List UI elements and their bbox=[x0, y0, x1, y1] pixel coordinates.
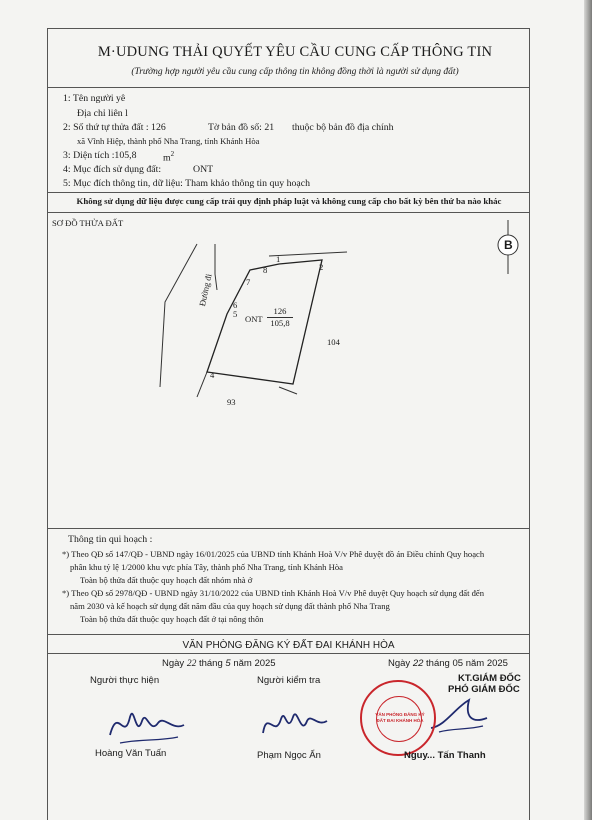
divider bbox=[47, 653, 530, 654]
issuing-office: VĂN PHÒNG ĐĂNG KÝ ĐẤT ĐAI KHÁNH HÒA bbox=[182, 640, 395, 651]
neighbor-parcel-93: 93 bbox=[227, 397, 236, 407]
planning-item-1: *) Theo QĐ số 147/QĐ - UBND ngày 16/01/2025 của UBND tỉnh Khánh Hoà V/v Phê duyệt đồ án Điều chỉnh Quy hoạch bbox=[62, 549, 485, 559]
parcel-code: ONT bbox=[245, 314, 263, 324]
date-right: Ngày 22 tháng 05 năm 2025 bbox=[388, 658, 508, 669]
role-deputy-director: PHÓ GIÁM ĐỐC bbox=[448, 684, 520, 695]
neighbor-boundary bbox=[279, 387, 297, 394]
planning-item-1-cont: phân khu tỷ lệ 1/2000 khu vực phía Tây, thành phố Nha Trang, tỉnh Khánh Hòa bbox=[70, 562, 343, 572]
parcel-area-label: 105,8 bbox=[270, 318, 290, 328]
info-purpose: 5: Mục đích thông tin, dữ liệu: Tham khảo thông tin quy hoạch bbox=[63, 178, 311, 189]
role-performer: Người thực hiện bbox=[90, 675, 160, 686]
planning-heading: Thông tin qui hoạch : bbox=[68, 534, 153, 545]
planning-item-2-cont: năm 2030 và kế hoạch sử dụng đất năm đầu của quy hoạch sử dụng đất thành phố Nha Trang bbox=[70, 601, 390, 611]
requester-address-label: Địa chỉ liên l bbox=[77, 108, 128, 119]
point-label-2: 2 bbox=[319, 262, 324, 272]
planning-item-1-result: Toàn bộ thửa đất thuộc quy hoạch đất nhóm nhà ở bbox=[80, 575, 253, 585]
date-left: Ngày 22 tháng 5 năm 2025 bbox=[162, 658, 276, 669]
seal-text: VĂN PHÒNG ĐĂNG KÝ ĐẤT ĐAI KHÁNH HÒA bbox=[375, 712, 425, 723]
parcel-area: 3: Diện tích :105,8 bbox=[63, 150, 137, 161]
road-edge-upper bbox=[215, 244, 217, 290]
point-label-1: 1 bbox=[276, 254, 281, 264]
parcel-diagram-label: SƠ ĐỒ THỬA ĐẤT bbox=[52, 218, 124, 228]
planning-item-2: *) Theo QĐ số 2978/QĐ - UBND ngày 31/10/2022 của UBND tỉnh Khánh Hoà V/v Phê duyệt Quy hoạch sử dụng đất đến bbox=[62, 588, 485, 598]
divider bbox=[47, 528, 530, 529]
cadastral-set-label: thuộc bộ bản đồ địa chính bbox=[292, 122, 394, 133]
point-label-4: 4 bbox=[210, 370, 215, 380]
parcel-diagram bbox=[47, 212, 530, 522]
requester-name-label: 1: Tên người yê bbox=[63, 93, 126, 104]
neighbor-boundary bbox=[269, 252, 347, 256]
land-use-purpose-label: 4: Mục đích sử dụng đất: bbox=[63, 164, 162, 175]
point-label-7: 7 bbox=[246, 277, 251, 287]
role-checker: Người kiểm tra bbox=[257, 675, 321, 686]
divider bbox=[47, 634, 530, 635]
north-label: B bbox=[504, 238, 513, 252]
area-unit: $m^2$ bbox=[163, 150, 175, 164]
photo-edge bbox=[584, 0, 592, 820]
name-performer: Hoàng Văn Tuấn bbox=[95, 748, 167, 759]
document-subtitle: (Trường hợp người yêu cầu cung cấp thông tin không đồng thời là người sử dụng đất) bbox=[131, 67, 459, 77]
official-seal bbox=[360, 680, 436, 756]
name-deputy-director: Nguy... Tấn Thanh bbox=[404, 750, 486, 761]
point-label-5: 5 bbox=[233, 309, 238, 319]
role-deputy-head: KT.GIÁM ĐỐC bbox=[458, 673, 521, 684]
road-label: Đường đi bbox=[197, 272, 214, 308]
parcel-number: 2: Số thứ tự thửa đất : 126 bbox=[63, 122, 166, 133]
parcel-location: xã Vĩnh Hiệp, thành phố Nha Trang, tỉnh Khánh Hòa bbox=[77, 136, 260, 146]
land-use-purpose-value: ONT bbox=[193, 164, 214, 175]
divider bbox=[47, 192, 530, 193]
divider bbox=[47, 87, 530, 88]
name-checker: Phạm Ngọc Ẩn bbox=[257, 750, 321, 761]
signature-performer bbox=[100, 695, 190, 755]
point-label-6: 6 bbox=[233, 300, 238, 310]
usage-warning: Không sử dụng dữ liệu được cung cấp trái quy định pháp luật và không cung cấp cho bất kỳ bên thứ ba nào khác bbox=[76, 196, 502, 206]
point-label-8: 8 bbox=[263, 265, 268, 275]
neighbor-parcel-104: 104 bbox=[327, 337, 340, 347]
neighbor-boundary bbox=[197, 372, 207, 397]
map-sheet-number: Tờ bản đồ số: 21 bbox=[208, 122, 275, 133]
road-edge-left bbox=[160, 244, 197, 387]
parcel-number-label: 126 bbox=[267, 306, 293, 318]
signature-checker bbox=[255, 695, 335, 750]
planning-item-2-result: Toàn bộ thửa đất thuộc quy hoạch đất ở tại nông thôn bbox=[80, 614, 264, 624]
document-title: M·UDUNG THẢI QUYẾT YÊU CẦU CUNG CẤP THÔNG TIN bbox=[97, 44, 493, 60]
